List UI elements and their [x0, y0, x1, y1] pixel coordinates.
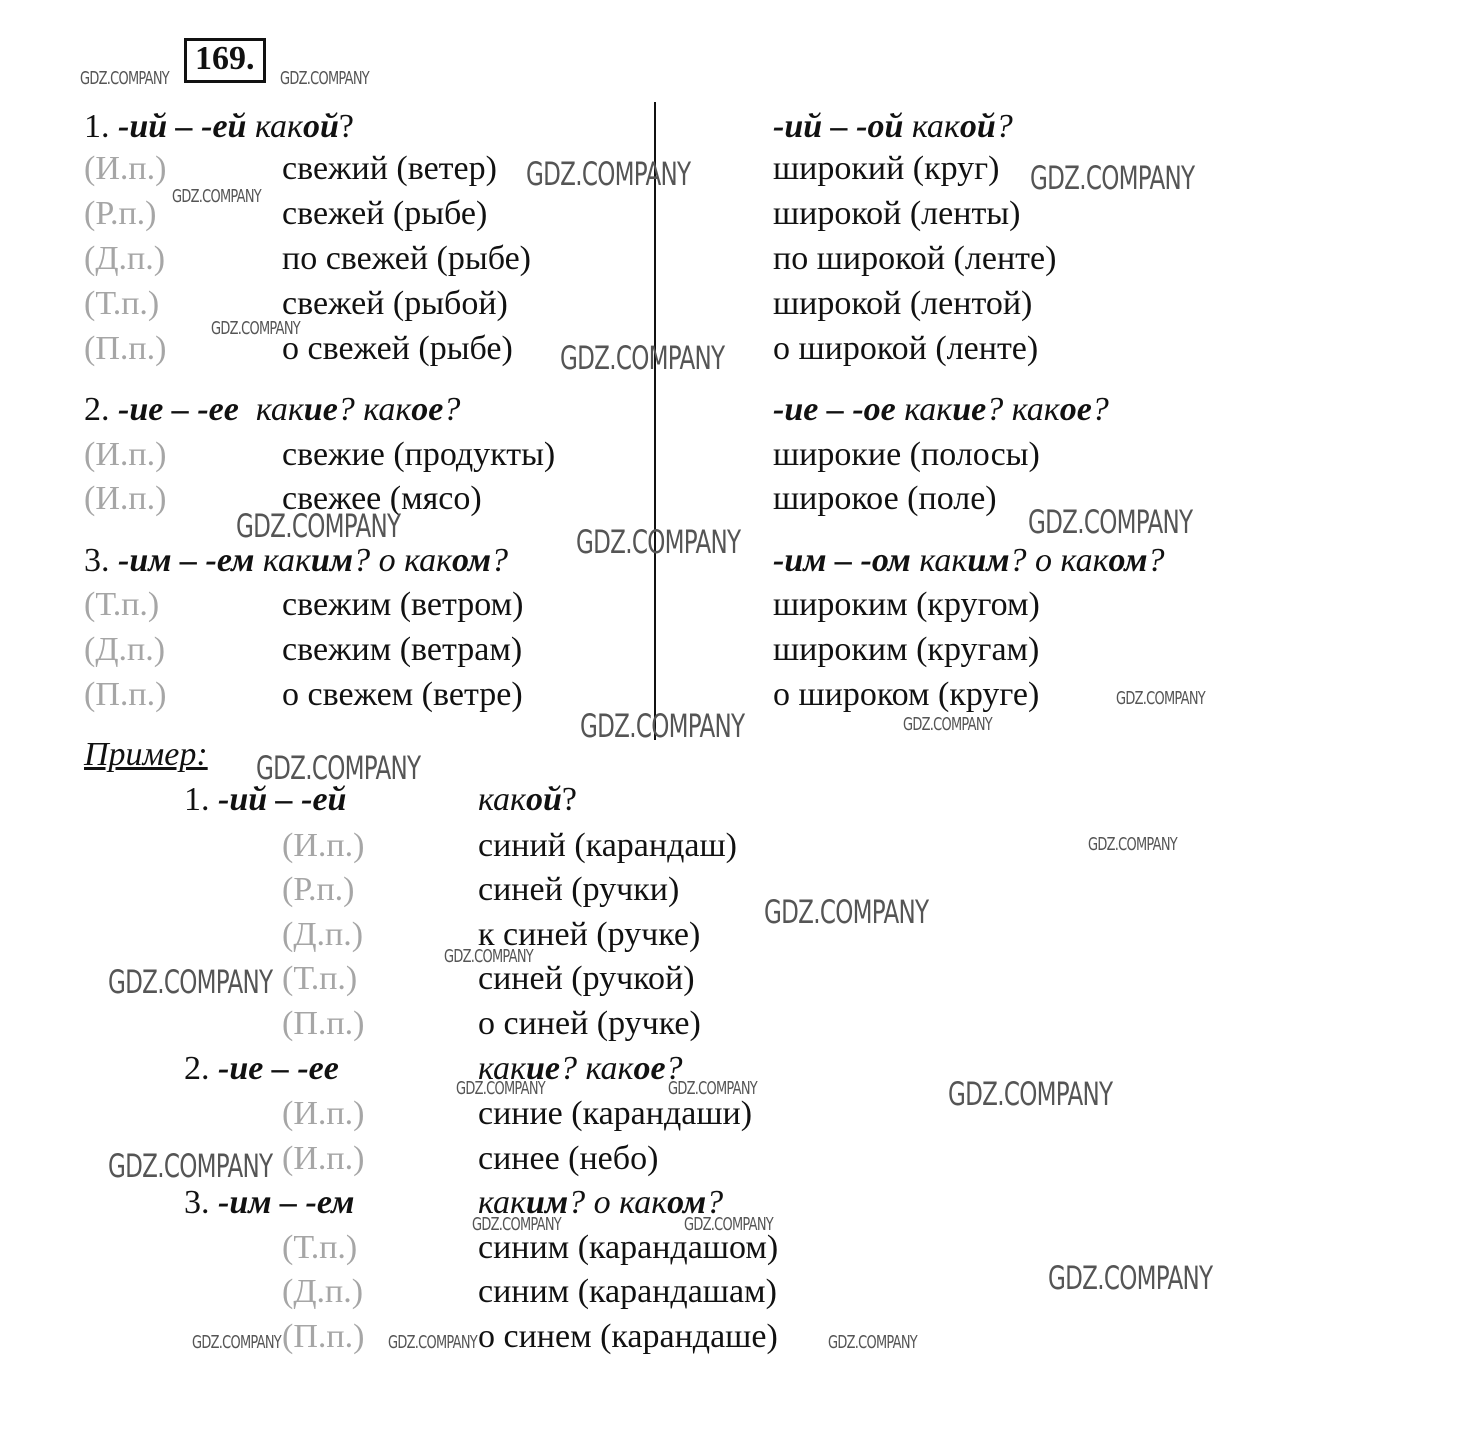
word-form: синей (ручкой) — [478, 960, 695, 997]
question-part: как — [478, 781, 526, 818]
question-ending: ом — [452, 542, 492, 579]
question-mark: ? — [491, 542, 509, 579]
question-part: ? как — [337, 391, 412, 428]
watermark: GDZ.COMPANY — [576, 523, 741, 561]
word-form: широкое (поле) — [773, 480, 997, 517]
heading-ending: -ие – -ее — [218, 1050, 339, 1087]
word-form: свежим (ветром) — [282, 586, 524, 623]
word-form: по широкой (ленте) — [773, 240, 1057, 277]
question-mark: ? — [338, 108, 354, 145]
question-part: ? о как — [568, 1184, 668, 1221]
question-part: как — [254, 542, 311, 579]
watermark: GDZ.COMPANY — [684, 1214, 773, 1235]
watermark: GDZ.COMPANY — [1030, 159, 1195, 197]
right-heading-1 — [773, 110, 1013, 144]
heading-ending: -ий – -ой — [773, 108, 904, 145]
case-label: (П.п.) — [282, 1318, 365, 1355]
question-mark: ? — [1091, 391, 1109, 428]
question-mark: ? — [561, 781, 577, 818]
watermark: GDZ.COMPANY — [236, 507, 401, 545]
word-form: широким (кругом) — [773, 586, 1040, 623]
case-label: (И.п.) — [282, 1095, 365, 1132]
watermark: GDZ.COMPANY — [172, 186, 261, 207]
question-part: как — [246, 108, 303, 145]
watermark: GDZ.COMPANY — [280, 68, 369, 89]
question-ending: ой — [525, 781, 562, 818]
word-form: свежей (рыбе) — [282, 195, 488, 232]
word-form: свежее (мясо) — [282, 480, 482, 517]
question-part: ? о как — [1009, 542, 1109, 579]
heading-ending: -им – -ем — [218, 1184, 355, 1221]
word-form: свежий (ветер) — [282, 150, 497, 187]
watermark: GDZ.COMPANY — [456, 1078, 545, 1099]
word-form: о широкой (ленте) — [773, 330, 1039, 367]
question-ending: ие — [525, 1050, 560, 1087]
case-label: (И.п.) — [282, 1140, 365, 1177]
heading-ending: -ий – -ей — [118, 108, 247, 145]
column-divider — [654, 102, 656, 740]
example-label: Пример: — [84, 736, 208, 773]
case-label: (И.п.) — [84, 436, 167, 473]
question-part: ? о как — [353, 542, 453, 579]
watermark: GDZ.COMPANY — [668, 1078, 757, 1099]
question-mark: ? — [706, 1184, 724, 1221]
question-part: как — [238, 391, 304, 428]
question-ending: ой — [959, 108, 996, 145]
watermark: GDZ.COMPANY — [108, 1147, 273, 1185]
watermark: GDZ.COMPANY — [80, 68, 169, 89]
question-ending: ие — [952, 391, 987, 428]
word-form: синим (карандашам) — [478, 1273, 777, 1310]
word-form: синее (небо) — [478, 1140, 659, 1177]
case-label: (П.п.) — [282, 1005, 365, 1042]
word-form: широкой (лентой) — [773, 285, 1033, 322]
heading-number: 1. — [184, 781, 218, 818]
watermark: GDZ.COMPANY — [764, 893, 929, 931]
word-form: синие (карандаши) — [478, 1095, 753, 1132]
right-heading-2 — [773, 393, 1109, 427]
case-label: (Т.п.) — [282, 1229, 358, 1266]
task-number: 169. — [184, 38, 266, 83]
question-mark: ? — [665, 1050, 683, 1087]
watermark: GDZ.COMPANY — [192, 1332, 281, 1353]
watermark: GDZ.COMPANY — [903, 714, 992, 735]
case-label: (Р.п.) — [282, 871, 355, 908]
example-heading-2 — [184, 1052, 339, 1086]
word-form: свежей (рыбой) — [282, 285, 508, 322]
watermark: GDZ.COMPANY — [444, 946, 533, 967]
watermark: GDZ.COMPANY — [211, 318, 300, 339]
word-form: свежие (продукты) — [282, 436, 556, 473]
watermark: GDZ.COMPANY — [580, 707, 745, 745]
heading-number: 3. — [84, 542, 118, 579]
question-mark: ? — [995, 108, 1013, 145]
heading-number: 2. — [184, 1050, 218, 1087]
question-part: как — [478, 1184, 526, 1221]
heading-ending: -ие – -ое — [773, 391, 896, 428]
watermark: GDZ.COMPANY — [1116, 688, 1205, 709]
word-form: о свежем (ветре) — [282, 676, 523, 713]
question-part: ? как — [986, 391, 1060, 428]
case-label: (Д.п.) — [282, 1273, 364, 1310]
question-part: как — [903, 108, 960, 145]
case-label: (И.п.) — [84, 480, 167, 517]
word-form: о свежей (рыбе) — [282, 330, 513, 367]
question-part: как — [910, 542, 968, 579]
watermark: GDZ.COMPANY — [1028, 503, 1193, 541]
word-form: синий (карандаш) — [478, 827, 737, 864]
question-mark: ? — [443, 391, 461, 428]
word-form: о синем (карандаше) — [478, 1318, 778, 1355]
heading-ending: -им – -ем — [118, 542, 255, 579]
word-form: широким (кругам) — [773, 631, 1040, 668]
heading-ending: -им – -ом — [773, 542, 911, 579]
question-ending: ом — [667, 1184, 707, 1221]
example-heading-3 — [184, 1186, 354, 1220]
case-label: (Р.п.) — [84, 195, 157, 232]
watermark: GDZ.COMPANY — [1088, 834, 1177, 855]
word-form: широкой (ленты) — [773, 195, 1021, 232]
case-label: (Д.п.) — [84, 240, 166, 277]
word-form: к синей (ручке) — [478, 916, 701, 953]
question-part: как — [895, 391, 953, 428]
question-ending: ое — [411, 391, 444, 428]
word-form: по свежей (рыбе) — [282, 240, 531, 277]
case-label: (Т.п.) — [84, 586, 160, 623]
question-part: ? как — [559, 1050, 634, 1087]
question-ending: им — [310, 542, 354, 579]
word-form: о широком (круге) — [773, 676, 1040, 713]
question-ending: ие — [303, 391, 338, 428]
question-ending: ое — [1059, 391, 1092, 428]
question-ending: ой — [302, 108, 339, 145]
question-ending: ом — [1108, 542, 1148, 579]
watermark: GDZ.COMPANY — [256, 749, 421, 787]
watermark: GDZ.COMPANY — [948, 1075, 1113, 1113]
watermark: GDZ.COMPANY — [108, 963, 273, 1001]
word-form: синей (ручки) — [478, 871, 680, 908]
word-form: широкий (круг) — [773, 150, 1000, 187]
case-label: (Т.п.) — [282, 960, 358, 997]
watermark: GDZ.COMPANY — [1048, 1259, 1213, 1297]
watermark: GDZ.COMPANY — [828, 1332, 917, 1353]
watermark: GDZ.COMPANY — [472, 1214, 561, 1235]
watermark: GDZ.COMPANY — [388, 1332, 477, 1353]
word-form: свежим (ветрам) — [282, 631, 523, 668]
case-label: (И.п.) — [84, 150, 167, 187]
heading-number: 2. — [84, 391, 118, 428]
right-heading-3 — [773, 544, 1164, 578]
case-label: (Т.п.) — [84, 285, 160, 322]
case-label: (И.п.) — [282, 827, 365, 864]
question-mark: ? — [1147, 542, 1165, 579]
heading-ending: -ие – -ее — [118, 391, 239, 428]
word-form: о синей (ручке) — [478, 1005, 701, 1042]
case-label: (П.п.) — [84, 330, 167, 367]
question-ending: им — [525, 1184, 569, 1221]
question-ending: им — [967, 542, 1010, 579]
word-form: синим (карандашом) — [478, 1229, 779, 1266]
example-question-1 — [478, 783, 577, 817]
heading-ending: -ий – -ей — [218, 781, 347, 818]
question-part: как — [478, 1050, 526, 1087]
heading-number: 3. — [184, 1184, 218, 1221]
watermark: GDZ.COMPANY — [560, 339, 725, 377]
case-label: (Д.п.) — [282, 916, 364, 953]
example-heading-1 — [184, 783, 346, 817]
left-heading-1 — [84, 110, 354, 144]
question-ending: ое — [633, 1050, 666, 1087]
watermark: GDZ.COMPANY — [526, 155, 691, 193]
case-label: (Д.п.) — [84, 631, 166, 668]
heading-number: 1. — [84, 108, 118, 145]
case-label: (П.п.) — [84, 676, 167, 713]
left-heading-3 — [84, 544, 508, 578]
word-form: широкие (полосы) — [773, 436, 1040, 473]
left-heading-2 — [84, 393, 460, 427]
